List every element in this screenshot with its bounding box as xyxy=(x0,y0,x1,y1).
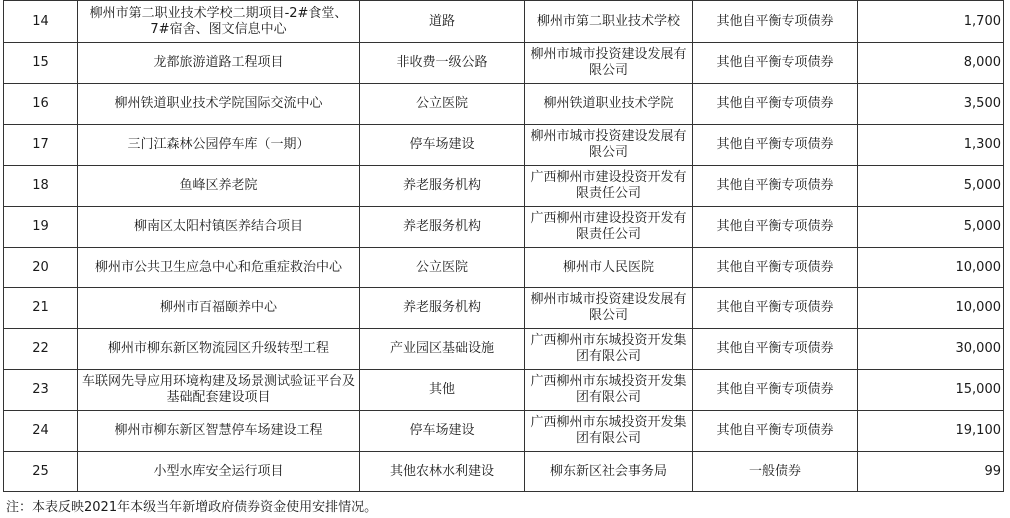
project-type: 公立医院 xyxy=(360,84,525,125)
table-row xyxy=(4,288,1004,329)
row-number: 24 xyxy=(4,411,78,452)
amount: 19,100 xyxy=(858,411,1004,452)
row-number: 23 xyxy=(4,370,78,411)
project-name: 柳州市百福颐养中心 xyxy=(78,288,360,329)
bond-type: 其他自平衡专项债券 xyxy=(693,411,858,452)
project-name: 柳州市第二职业技术学校二期项目-2#食堂、7#宿舍、图文信息中心 xyxy=(78,1,360,43)
project-name: 车联网先导应用环境构建及场景测试验证平台及基础配套建设项目 xyxy=(78,370,360,411)
implementing-unit: 广西柳州市东城投资开发集团有限公司 xyxy=(525,329,693,370)
bond-type: 其他自平衡专项债券 xyxy=(693,84,858,125)
implementing-unit: 柳州铁道职业技术学院 xyxy=(525,84,693,125)
amount: 30,000 xyxy=(858,329,1004,370)
row-number: 15 xyxy=(4,43,78,84)
table-row xyxy=(4,125,1004,166)
project-type: 养老服务机构 xyxy=(360,166,525,207)
project-name: 鱼峰区养老院 xyxy=(78,166,360,207)
amount: 99 xyxy=(858,452,1004,492)
bond-type: 其他自平衡专项债券 xyxy=(693,288,858,329)
implementing-unit: 柳州市人民医院 xyxy=(525,248,693,288)
implementing-unit: 广西柳州市建设投资开发有限责任公司 xyxy=(525,166,693,207)
row-number: 20 xyxy=(4,248,78,288)
project-type: 非收费一级公路 xyxy=(360,43,525,84)
project-type: 产业园区基础设施 xyxy=(360,329,525,370)
project-name: 柳南区太阳村镇医养结合项目 xyxy=(78,207,360,248)
bond-type: 其他自平衡专项债券 xyxy=(693,43,858,84)
project-name: 柳州市柳东新区智慧停车场建设工程 xyxy=(78,411,360,452)
project-name: 柳州市公共卫生应急中心和危重症救治中心 xyxy=(78,248,360,288)
project-name: 小型水库安全运行项目 xyxy=(78,452,360,492)
table-row xyxy=(4,166,1004,207)
amount: 10,000 xyxy=(858,288,1004,329)
project-name: 龙都旅游道路工程项目 xyxy=(78,43,360,84)
row-number: 21 xyxy=(4,288,78,329)
amount: 1,300 xyxy=(858,125,1004,166)
implementing-unit: 广西柳州市建设投资开发有限责任公司 xyxy=(525,207,693,248)
project-type: 其他 xyxy=(360,370,525,411)
row-number: 22 xyxy=(4,329,78,370)
project-type: 停车场建设 xyxy=(360,411,525,452)
project-name: 柳州市柳东新区物流园区升级转型工程 xyxy=(78,329,360,370)
bond-type: 其他自平衡专项债券 xyxy=(693,329,858,370)
amount: 5,000 xyxy=(858,166,1004,207)
amount: 3,500 xyxy=(858,84,1004,125)
project-type: 道路 xyxy=(360,1,525,43)
project-type: 停车场建设 xyxy=(360,125,525,166)
table-footnote: 注：本表反映2021年本级当年新增政府债券资金使用安排情况。 xyxy=(6,500,378,515)
table-row xyxy=(4,248,1004,288)
amount: 10,000 xyxy=(858,248,1004,288)
project-type: 其他农林水利建设 xyxy=(360,452,525,492)
table-row xyxy=(4,329,1004,370)
table-row xyxy=(4,43,1004,84)
implementing-unit: 柳州市城市投资建设发展有限公司 xyxy=(525,125,693,166)
row-number: 25 xyxy=(4,452,78,492)
bond-type: 其他自平衡专项债券 xyxy=(693,125,858,166)
bond-type: 其他自平衡专项债券 xyxy=(693,166,858,207)
table-row xyxy=(4,1,1004,43)
row-number: 17 xyxy=(4,125,78,166)
bond-type: 其他自平衡专项债券 xyxy=(693,370,858,411)
row-number: 16 xyxy=(4,84,78,125)
implementing-unit: 柳州市城市投资建设发展有限公司 xyxy=(525,288,693,329)
project-name: 三门江森林公园停车库（一期） xyxy=(78,125,360,166)
table-row xyxy=(4,84,1004,125)
row-number: 19 xyxy=(4,207,78,248)
bond-type: 一般债券 xyxy=(693,452,858,492)
amount: 8,000 xyxy=(858,43,1004,84)
row-number: 18 xyxy=(4,166,78,207)
row-number: 14 xyxy=(4,1,78,43)
implementing-unit: 柳东新区社会事务局 xyxy=(525,452,693,492)
amount: 15,000 xyxy=(858,370,1004,411)
bond-type: 其他自平衡专项债券 xyxy=(693,248,858,288)
project-type: 养老服务机构 xyxy=(360,288,525,329)
amount: 5,000 xyxy=(858,207,1004,248)
bond-allocation-table xyxy=(3,0,1004,492)
bond-type: 其他自平衡专项债券 xyxy=(693,207,858,248)
project-type: 公立医院 xyxy=(360,248,525,288)
table-row xyxy=(4,452,1004,492)
implementing-unit: 柳州市城市投资建设发展有限公司 xyxy=(525,43,693,84)
table-row xyxy=(4,207,1004,248)
project-name: 柳州铁道职业技术学院国际交流中心 xyxy=(78,84,360,125)
project-type: 养老服务机构 xyxy=(360,207,525,248)
implementing-unit: 广西柳州市东城投资开发集团有限公司 xyxy=(525,370,693,411)
bond-type: 其他自平衡专项债券 xyxy=(693,1,858,43)
table-row xyxy=(4,370,1004,411)
implementing-unit: 柳州市第二职业技术学校 xyxy=(525,1,693,43)
amount: 1,700 xyxy=(858,1,1004,43)
implementing-unit: 广西柳州市东城投资开发集团有限公司 xyxy=(525,411,693,452)
table-row xyxy=(4,411,1004,452)
